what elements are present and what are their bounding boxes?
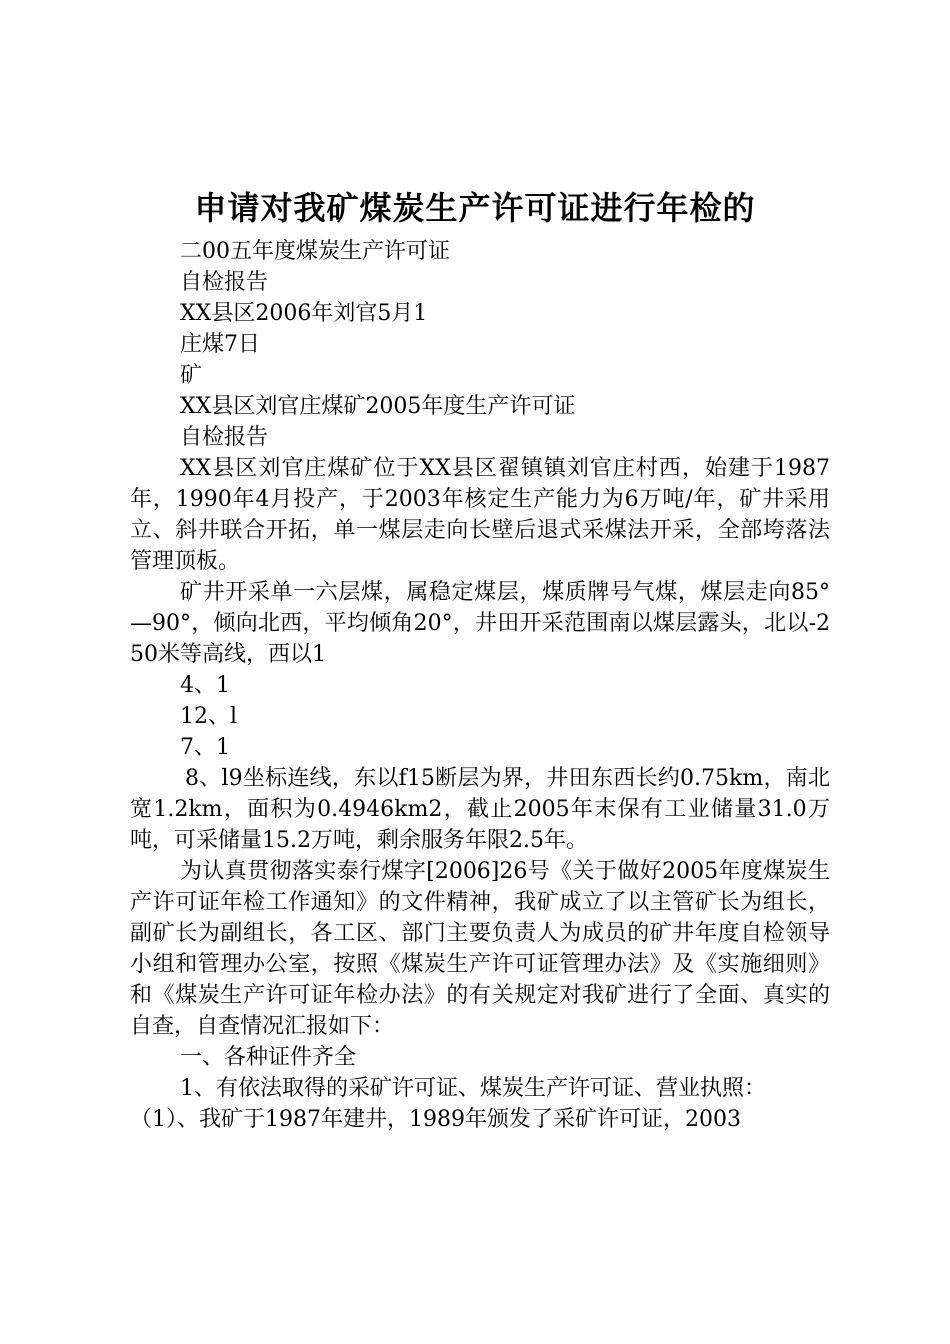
short-line: 7、1 — [180, 735, 230, 760]
subtitle-line: 自检报告 — [180, 270, 269, 295]
short-line: 4、1 — [180, 673, 230, 698]
document-body — [130, 236, 830, 1135]
short-line: 12、l — [180, 704, 238, 729]
subtitle-line: 二00五年度煤炭生产许可证 — [180, 239, 450, 264]
header-line: XX县区刘官庄煤矿2005年度生产许可证 — [180, 394, 576, 419]
header-line: 矿 — [180, 363, 203, 388]
list-item: 1、有依法取得的采矿许可证、煤炭生产许可证、营业执照： — [180, 1076, 766, 1101]
list-item-continuation: （1）、我矿于1987年建井，1989年颁发了采矿许可证，2003 — [130, 1107, 741, 1132]
section-heading: 一、各种证件齐全 — [180, 1045, 357, 1070]
paragraph: 为认真贯彻落实泰行煤字[2006]26号《关于做好2005年度煤炭生产许可证年检工作通知》的文件精神，我矿成立了以主管矿长为组长，副矿长为副组长，各工区、部门主要负责人为成员的矿井年度自检领导小组和管理办公室，按照《煤炭生产许可证管理办法》及《实施细则》和《煤炭生产许可证年检办法》的有关规定对我矿进行了全面、真实的自查，自查情况汇报如下： — [130, 859, 830, 1039]
header-line: 自检报告 — [180, 425, 269, 450]
paragraph: XX县区刘官庄煤矿位于XX县区翟镇镇刘官庄村西，始建于1987年，1990年4月投产，于2003年核定生产能力为6万吨/年，矿井采用立、斜井联合开拓，单一煤层走向长壁后退式采煤法开采，全部垮落法管理顶板。 — [130, 456, 830, 574]
paragraph: 矿井开采单一六层煤，属稳定煤层，煤质牌号气煤，煤层走向85°—90°，倾向北西，平均倾角20°，井田开采范围南以煤层露头，北以-250米等高线，西以1 — [130, 580, 830, 667]
paragraph: 8、l9坐标连线，东以f15断层为界，井田东西长约0.75km，南北宽1.2km，面积为0.4946km2，截止2005年末保有工业储量31.0万吨，可采储量15.2万吨，剩余服务年限2.5年。 — [130, 766, 830, 853]
document-title: 申请对我矿煤炭生产许可证进行年检的 — [194, 189, 756, 227]
header-line: XX县区2006年刘官5月1 — [180, 301, 428, 326]
header-line: 庄煤7日 — [180, 332, 260, 357]
